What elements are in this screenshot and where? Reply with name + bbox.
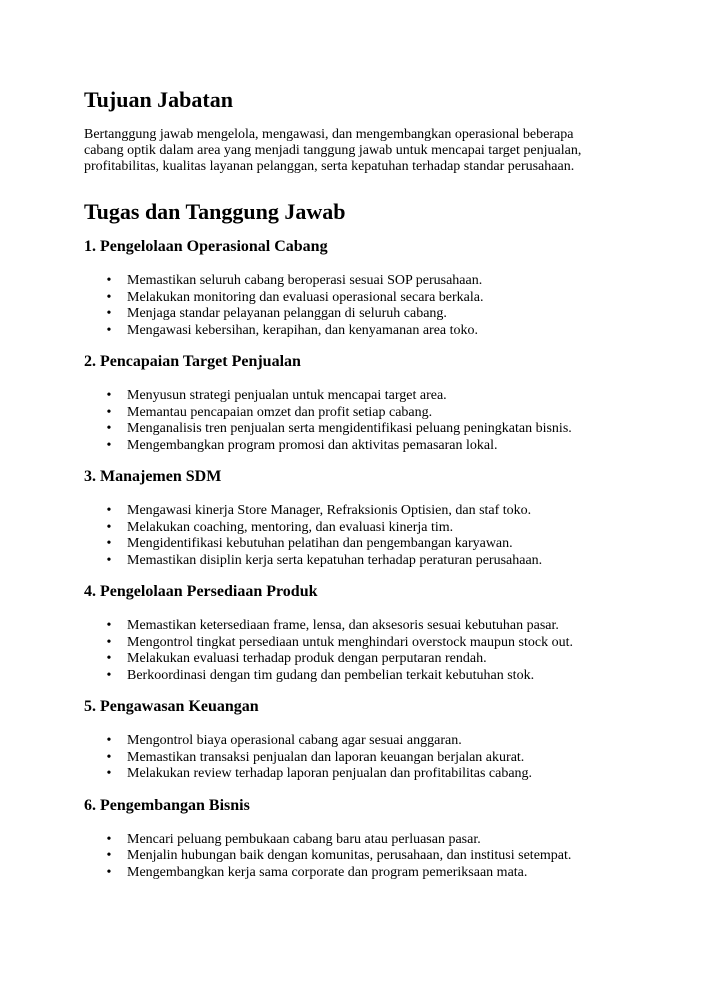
bullet-icon: • (106, 651, 112, 666)
bullet-icon: • (106, 864, 112, 880)
list-item (84, 865, 684, 882)
list-item (84, 438, 684, 455)
bullet-icon: • (106, 766, 112, 781)
list-item (84, 503, 684, 520)
list-item (84, 388, 684, 405)
list-item (84, 553, 684, 570)
bullet-icon: • (106, 848, 112, 863)
bullet-icon: • (106, 733, 112, 748)
list-item-text: Mengembangkan program promosi dan aktivitas pemasaran lokal. (127, 437, 498, 453)
bullet-icon: • (106, 618, 112, 633)
list-item-text: Menyusun strategi penjualan untuk mencapai target area. (127, 388, 447, 403)
section-operasional (84, 237, 684, 339)
bullet-icon: • (106, 306, 112, 321)
list-item (84, 618, 684, 635)
list-item-text: Mengawasi kinerja Store Manager, Refraksionis Optisien, dan staf toko. (127, 503, 532, 518)
list-item-text: Mengontrol biaya operasional cabang agar sesuai anggaran. (127, 733, 462, 748)
section-title: 4. Pengelolaan Persediaan Produk (84, 583, 318, 600)
list-item (84, 832, 684, 849)
section-persediaan (84, 582, 684, 684)
bullet-list (84, 273, 684, 339)
list-item (84, 520, 684, 537)
bullet-icon: • (106, 749, 112, 765)
bullet-list (84, 832, 684, 882)
list-item (84, 766, 684, 783)
list-item (84, 668, 684, 685)
duties-heading: Tugas dan Tanggung Jawab (84, 199, 346, 224)
list-item (84, 733, 684, 750)
list-item-text: Menjaga standar pelayanan pelanggan di seluruh cabang. (127, 306, 447, 321)
list-item (84, 290, 684, 307)
list-item-text: Mengidentifikasi kebutuhan pelatihan dan pengembangan karyawan. (127, 536, 513, 551)
list-item (84, 421, 684, 438)
bullet-icon: • (106, 519, 112, 535)
section-title: 5. Pengawasan Keuangan (84, 698, 259, 715)
section-keuangan (84, 697, 684, 783)
list-item-text: Mencari peluang pembukaan cabang baru atau perluasan pasar. (127, 831, 481, 847)
list-item (84, 306, 684, 323)
list-item-text: Melakukan coaching, mentoring, dan evaluasi kinerja tim. (127, 519, 454, 535)
bullet-icon: • (106, 273, 112, 288)
list-item-text: Memastikan disiplin kerja serta kepatuhan terhadap peraturan perusahaan. (127, 552, 543, 568)
bullet-list (84, 733, 684, 783)
bullet-icon: • (106, 831, 112, 847)
list-item (84, 273, 684, 290)
bullet-list (84, 388, 684, 454)
purpose-text: Bertanggung jawab mengelola, mengawasi, dan mengembangkan operasional beberapa cabang optik dalam area yang menjadi tanggung jawab untuk mencapai target penjualan, profitabilitas, kualitas layanan pelanggan, serta kepatuhan terhadap standar perusahaan. (84, 127, 582, 174)
list-item (84, 651, 684, 668)
list-item-text: Melakukan monitoring dan evaluasi operasional secara berkala. (127, 289, 484, 305)
list-item-text: Mengawasi kebersihan, kerapihan, dan kenyamanan area toko. (127, 322, 479, 338)
list-item-text: Memastikan seluruh cabang beroperasi sesuai SOP perusahaan. (127, 273, 483, 288)
section-target-penjualan (84, 352, 684, 454)
bullet-icon: • (106, 503, 112, 518)
list-item (84, 405, 684, 422)
list-item-text: Melakukan evaluasi terhadap produk dengan perputaran rendah. (127, 651, 487, 666)
duties-sections (84, 237, 684, 881)
list-item-text: Mengontrol tingkat persediaan untuk menghindari overstock maupun stock out. (127, 634, 573, 650)
section-title: 1. Pengelolaan Operasional Cabang (84, 238, 328, 255)
bullet-list (84, 503, 684, 569)
bullet-icon: • (106, 536, 112, 551)
bullet-icon: • (106, 667, 112, 683)
list-item-text: Memantau pencapaian omzet dan profit setiap cabang. (127, 404, 433, 420)
bullet-icon: • (106, 421, 112, 436)
list-item (84, 750, 684, 767)
bullet-icon: • (106, 437, 112, 453)
document-page (84, 86, 684, 881)
list-item-text: Mengembangkan kerja sama corporate dan program pemeriksaan mata. (127, 864, 528, 880)
list-item (84, 635, 684, 652)
list-item-text: Memastikan ketersediaan frame, lensa, dan aksesoris sesuai kebutuhan pasar. (127, 618, 559, 633)
list-item (84, 323, 684, 340)
bullet-icon: • (106, 289, 112, 305)
bullet-icon: • (106, 404, 112, 420)
list-item (84, 536, 684, 553)
section-sdm (84, 467, 684, 569)
section-title: 2. Pencapaian Target Penjualan (84, 353, 301, 370)
purpose-heading: Tujuan Jabatan (84, 87, 233, 112)
list-item-text: Melakukan review terhadap laporan penjualan dan profitabilitas cabang. (127, 766, 533, 781)
list-item-text: Berkoordinasi dengan tim gudang dan pembelian terkait kebutuhan stok. (127, 667, 535, 683)
bullet-list (84, 618, 684, 684)
bullet-icon: • (106, 322, 112, 338)
list-item-text: Menjalin hubungan baik dengan komunitas, perusahaan, dan institusi setempat. (127, 848, 572, 863)
section-bisnis (84, 796, 684, 882)
list-item-text: Menganalisis tren penjualan serta mengidentifikasi peluang peningkatan bisnis. (127, 421, 572, 436)
bullet-icon: • (106, 634, 112, 650)
bullet-icon: • (106, 552, 112, 568)
list-item (84, 848, 684, 865)
bullet-icon: • (106, 388, 112, 403)
section-title: 3. Manajemen SDM (84, 468, 222, 485)
list-item-text: Memastikan transaksi penjualan dan laporan keuangan berjalan akurat. (127, 749, 525, 765)
section-title: 6. Pengembangan Bisnis (84, 796, 250, 814)
